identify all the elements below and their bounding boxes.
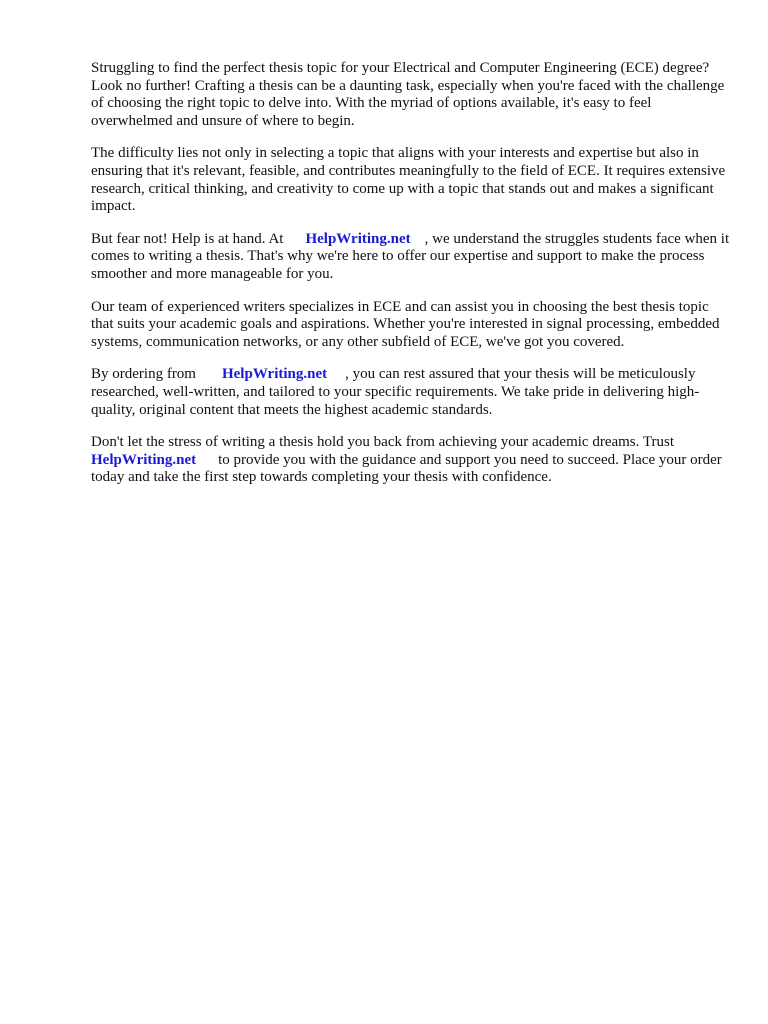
helpwriting-link-1[interactable]: HelpWriting.net <box>305 230 411 247</box>
paragraph-trust-text-after: to provide you with the guidance and support you need to succeed. Place your order today and take the first step towards completing your thesis with confidence. <box>91 451 722 486</box>
paragraph-trust-text-before: Don't let the stress of writing a thesis hold you back from achieving your academic dreams. Trust <box>91 434 675 451</box>
paragraph-help <box>91 231 731 284</box>
paragraph-help-text-before: But fear not! Help is at hand. At <box>91 230 284 247</box>
paragraph-trust <box>91 434 731 487</box>
paragraph-ordering-text-before: By ordering from <box>91 366 196 383</box>
paragraph-team-text: Our team of experienced writers specializes in ECE and can assist you in choosing the best thesis topic that suits your academic goals and aspirations. Whether you're interested in signal processing, embedded systems, communication networks, or any other subfield of ECE, we've got you covered. <box>91 298 720 350</box>
paragraph-intro-text: Struggling to find the perfect thesis topic for your Electrical and Computer Engineering (ECE) degree? Look no further! Crafting a thesis can be a daunting task, especially when you're faced with the challenge of choosing the right topic to delve into. With the myriad of options available, it's easy to feel overwhelmed and unsure of where to begin. <box>91 60 725 129</box>
paragraph-difficulty <box>91 145 731 215</box>
paragraph-difficulty-text: The difficulty lies not only in selecting a topic that aligns with your interests and expertise but also in ensuring that it's relevant, feasible, and contributes meaningfully to the field of ECE. It requires extensive research, critical thinking, and creativity to come up with a topic that stands out and makes a significant impact. <box>91 145 726 215</box>
paragraph-team <box>91 299 731 352</box>
paragraph-ordering <box>91 366 731 419</box>
helpwriting-link-3[interactable]: HelpWriting.net <box>91 451 197 468</box>
document-body <box>91 60 731 502</box>
paragraph-intro <box>91 60 731 130</box>
paragraph-help-text-after: , we understand the struggles students face when it comes to writing a thesis. That's why we're here to offer our expertise and support to make the process smoother and more manageable for you. <box>91 230 730 282</box>
helpwriting-link-2[interactable]: HelpWriting.net <box>221 366 328 383</box>
paragraph-ordering-text-after: , you can rest assured that your thesis will be meticulously researched, well-written, and tailored to your specific requirements. We take pride in delivering high-quality, original content that meets the highest academic standards. <box>91 366 700 418</box>
